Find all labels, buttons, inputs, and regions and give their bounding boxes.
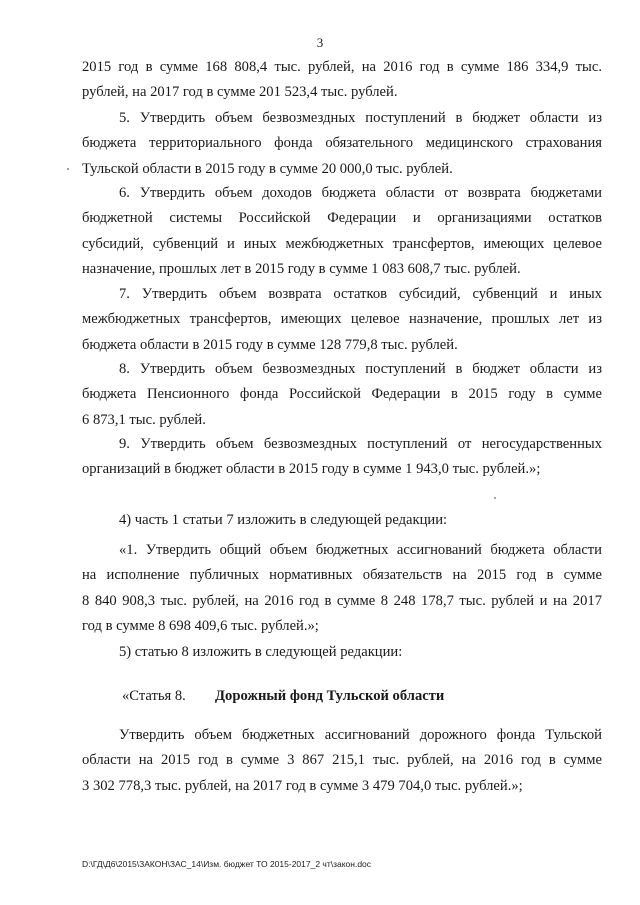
file-path-footer: D:\ГД\Д6\2015\ЗАКОН\ЗАС_14\Изм. бюджет ТО 2015-2017_2 чт\закон.doc [82, 859, 372, 869]
text-line: бюджета территориального фонда обязательного медицинского страхования [82, 135, 602, 152]
text-line: 4) часть 1 статьи 7 изложить в следующей редакции: [119, 512, 448, 528]
text-line: 5) статью 8 изложить в следующей редакции: [119, 644, 403, 660]
text-line: межбюджетных трансфертов, имеющих целевое назначение, прошлых лет из [82, 311, 602, 328]
text-line: 6. Утвердить объем доходов бюджета области от возврата бюджетами [119, 185, 602, 201]
text-line: рублей, на 2017 год в сумме 201 523,4 тыс. рублей. [82, 84, 398, 101]
text-line: «1. Утвердить общий объем бюджетных ассигнований бюджета области [119, 542, 602, 558]
paragraph-item-5 [82, 106, 602, 182]
text-line: 3 302 778,3 тыс. рублей, на 2017 год в сумме 3 479 704,0 тыс. рублей.»; [82, 777, 523, 794]
text-line: на исполнение публичных нормативных обязательств на 2015 год в сумме [82, 567, 602, 584]
paragraph-road-fund [82, 723, 602, 799]
text-line: бюджета области в 2015 году в сумме 128 779,8 тыс. рублей. [82, 336, 458, 353]
text-line: 5. Утвердить объем безвозмездных поступлений в бюджет области из [119, 110, 602, 126]
text-line: год в сумме 8 698 409,6 тыс. рублей.»; [82, 617, 319, 634]
text-line: области на 2015 год в сумме 3 867 215,1 тыс. рублей, на 2016 год в сумме [82, 752, 602, 769]
text-line: бюджетной системы Российской Федерации и организациями остатков [82, 210, 602, 227]
text-line: бюджета Пенсионного фонда Российской Федерации в 2015 году в сумме [82, 386, 602, 403]
scan-speck [494, 497, 496, 499]
text-line: 6 873,1 тыс. рублей. [82, 411, 206, 428]
article-title: Дорожный фонд Тульской области [215, 688, 445, 704]
paragraph-item-8 [82, 357, 602, 433]
text-line: организаций в бюджет области в 2015 году в сумме 1 943,0 тыс. рублей.»; [82, 461, 541, 478]
text-line: 8 840 908,3 тыс. рублей, на 2016 год в сумме 8 248 178,7 тыс. рублей и на 2017 [82, 592, 602, 609]
paragraph-part-5 [82, 640, 602, 665]
page-number: 3 [316, 35, 324, 50]
text-line: 2015 год в сумме 168 808,4 тыс. рублей, на 2016 год в сумме 186 334,9 тыс. [82, 59, 602, 75]
text-line: субсидий, субвенций и иных межбюджетных трансфертов, имеющих целевое [82, 235, 602, 252]
paragraph-item-7 [82, 282, 602, 358]
text-line: 8. Утвердить объем безвозмездных поступлений в бюджет области из [119, 361, 602, 377]
paragraph-continuation [82, 55, 602, 106]
paragraph-item-9 [82, 432, 602, 483]
scan-speck [67, 168, 69, 170]
text-line: Утвердить объем бюджетных ассигнований дорожного фонда Тульской [119, 727, 602, 743]
text-line: 9. Утвердить объем безвозмездных поступлений от негосударственных [119, 436, 602, 452]
text-line: Тульской области в 2015 году в сумме 20 000,0 тыс. рублей. [82, 160, 453, 177]
article-heading [122, 684, 444, 709]
paragraph-item-6 [82, 181, 602, 282]
article-number: «Статья 8. [122, 688, 186, 704]
paragraph-part-4 [82, 508, 602, 533]
paragraph-article-7-part-1 [82, 538, 602, 639]
text-line: назначение, прошлых лет в 2015 году в сумме 1 083 608,7 тыс. рублей. [82, 260, 521, 277]
text-line: 7. Утвердить объем возврата остатков субсидий, субвенций и иных [119, 286, 602, 302]
